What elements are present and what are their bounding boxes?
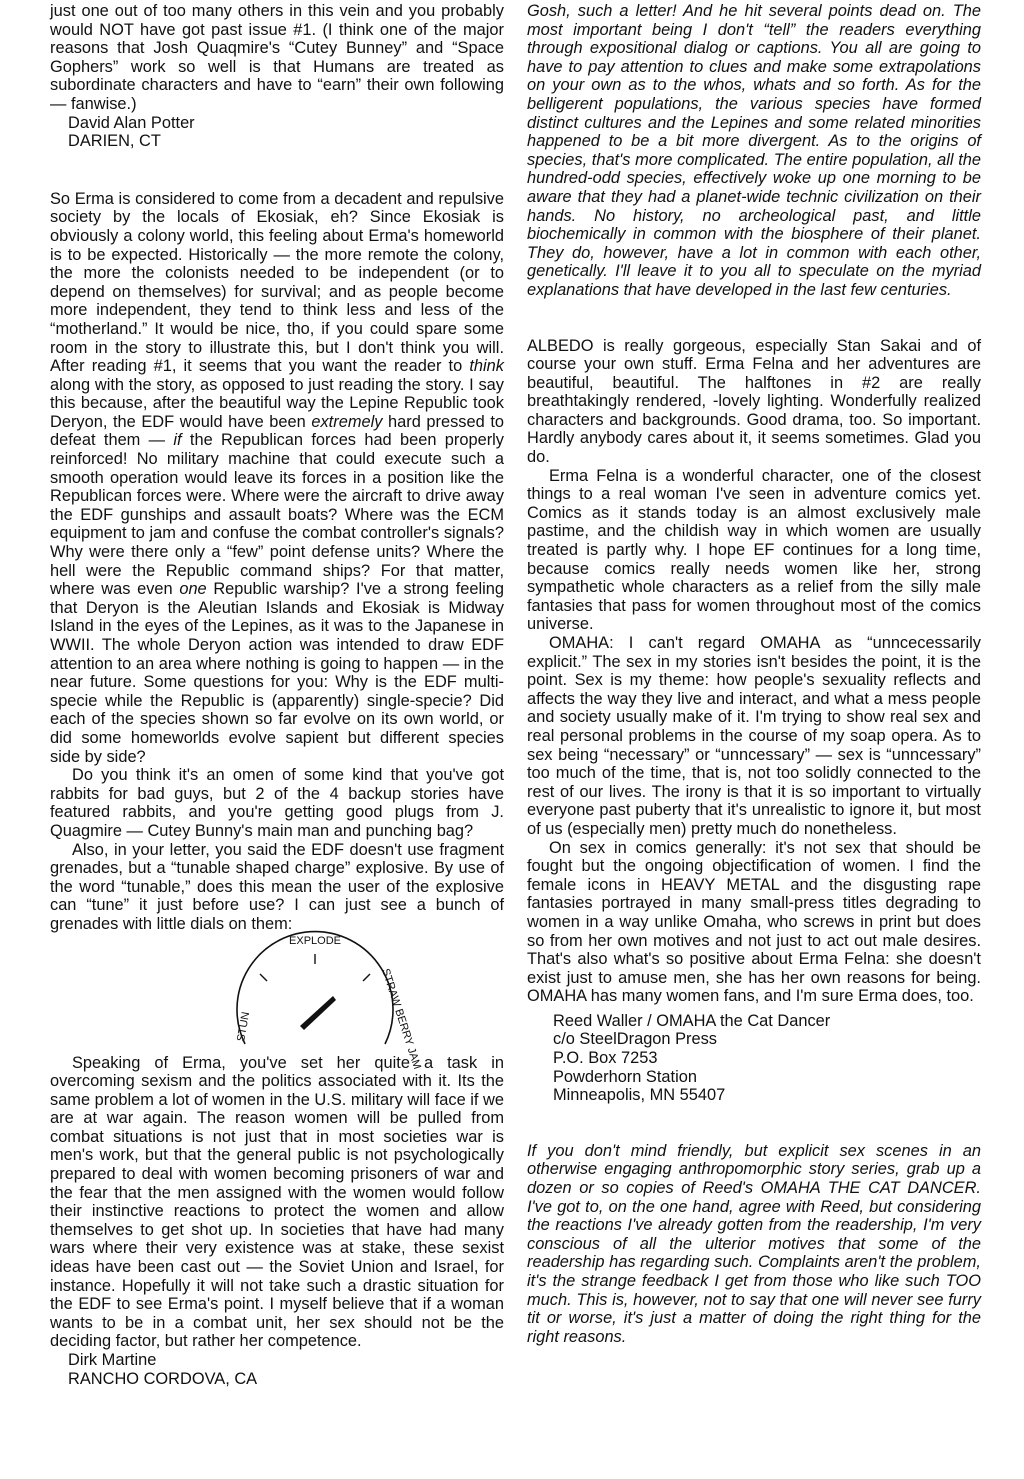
editor-reply-1: Gosh, such a letter! And he hit several points dead on. The most important being I don't “tell” the readers everything through expositional dialog or captions. You all are going to have to pay attention to clues and make some extrapolations on your own as to the whos, whats and so forth. As for the belligerent populations, the various species have formed distinct cultures and the Lepines and some related minorities happened to be a bit more divergent. As to the origins of species, that's more complicated. The entire population, all the hundred-odd species, effectively woke up one morning to be aware that they had a planet-wide technic civilization on their hands. No history, no archeological past, and little biochemically in common with the biosphere of their planet. They do, however, have a lot in common with each other, genetically. I'll leave it to you all to speculate on the myriad explanations that have developed in the last few centuries. [527, 2, 981, 299]
address-line: c/o SteelDragon Press [553, 1030, 717, 1049]
address-line: Reed Waller / OMAHA the Cat Dancer [553, 1011, 831, 1030]
letter-3-paragraph-1: ALBEDO is really gorgeous, especially Stan Sakai and of course your own stuff. Erma Felna and her adventures are beautiful, beautiful. The halftones in #2 are really breathtakingly rendered, -lovely lighting. Wonderfully realized characters and backgrounds. Good drama, too. So important. Hardly anybody cares about it, it seems sometimes. Glad you do. [527, 336, 981, 467]
left-column [50, 2, 504, 1388]
emphasis: think [469, 357, 504, 376]
letter-1-tail: just one out of too many others in this vein and you probably would NOT have got past issue #1. (I think one of the major reasons that Josh Quaqmire's “Cutey Bunney” and “Space Gophers” work so well is that Humans are treated as subordinate characters and have to “earn” their own following — fanwise.) [50, 2, 504, 113]
text-run: So Erma is considered to come from a decadent and repulsive society by the locals of Ekosiak, eh? Since Ekosiak is obviously a colony world, this feeling about Erma's homeworld is to be expected. Historically — the more remote the colony, the more the colonists needed to be independent (or to depend on themselves) for survival; and as people become more independent, they tend to think less and less of the “motherland.” It would be nice, tho, if you could spare some room in the story to illustrate this, but I don't think you will. After reading #1, it seems that you want the reader to [50, 189, 504, 376]
emphasis: extremely [311, 412, 383, 431]
dial-label-stun: STUN [235, 1010, 253, 1043]
grenade-dial-illustration [220, 934, 423, 1071]
letter-2-paragraph-3: Also, in your letter, you said the EDF doesn't use fragment grenades, but a “tunable shaped charge” explosive. By use of the word “tunable,” does this mean the user of the explosive can “tune” it just before use? I can just see a bunch of grenades with little dials on them: [50, 840, 504, 933]
emphasis: one [179, 580, 207, 599]
dial-label-explode: EXPLODE [289, 934, 341, 947]
dial-tick [363, 974, 370, 981]
letter-2-signature-name: Dirk Martine [68, 1351, 157, 1369]
text-run: hard pressed to defeat them — [50, 412, 504, 450]
letter-2-paragraph-1 [50, 190, 504, 766]
dial-tick [260, 974, 267, 981]
dial-needle [300, 996, 336, 1030]
letter-3-paragraph-2: Erma Felna is a wonderful character, one of the closest things to a real woman I've seen in adventure comics yet. Comics as it stands today is an almost exclusively male pastime, and the childish way in which women are usually treated is partly why. I hope EF continues for a long time, because comics really needs women like her, strong sympathetic whole characters as a relief from the silly male fantasies that pass for women throughout most of the comics universe. [527, 466, 981, 634]
emphasis: if [173, 431, 182, 450]
letter-2-paragraph-4: Speaking of Erma, you've set her quite a task in overcoming sexism and the politics associated with it. Its the same problem a lot of women in the U.S. military will face if we are at war again. The reason women will be pulled from combat situations is not just that in most societies war is men's work, but that the general public is not psychologically prepared to deal with women becoming prisoners of war and the fear that the men assigned with the women would follow their instinctive reactions to protect the women and allow themselves to get shot up. In societies that have had many wars where their very existence was at stake, these sexist ideas have been cast out — the Soviet Union and Israel, for instance. Hopefully it will not take such a drastic situation for the EDF to see Erma's point. I myself believe that if a woman wants to be in a combat unit, her sex should not be the deciding factor, but rather her competence. [50, 1053, 504, 1351]
letter-3-paragraph-3: OMAHA: I can't regard OMAHA as “unncecessarily explicit.” The sex in my stories isn't besides the point, it is the point. Sex is my theme: how people's sexuality reflects and affects the way they live and interact, and what a mess people and society usually make of it. I'm trying to show real sex and real personal problems in the course of my soap opera. As to sex being “necessary” or “unncessary” — sex is “unncessary” too much of the time, that is, not too solidly connected to the rest of our lives. The irony is that it is so important to virtually everyone past puberty that it's unrealistic to ignore it, but most of us (especially men) pretty much do nonetheless. [527, 634, 981, 838]
text-run: along with the story, as opposed to just reading the story. I say this because, after the beautiful way the Lepine Republic took Deryon, the EDF would have been [50, 375, 504, 431]
letter-1-signature-name: David Alan Potter [68, 113, 195, 132]
text-run: Republic warship? I've a strong feeling that Deryon is the Aleutian Islands and Ekosiak is Midway Island in the eyes of the Lepines, as it was to the Japanese in WWII. The whole Deryon action was intended to draw EDF attention to an area where nothing is going to happen — in the near future. Some questions for you: Why is the EDF multi-specie while the Republic is (apparently) single-specie? Did each of the species shown so far evolve on its own world, or did some homeworlds evolve sapient but different species side by side? [50, 580, 504, 766]
dial-arc [237, 931, 393, 1043]
letter-3-paragraph-4: On sex in comics generally: it's not sex that should be fought but the ongoing objectification of women. I find the female icons in HEAVY METAL and the disgusting rape fantasies portrayed in many small-press titles degrading to women in a way unlike Omaha, who screws in print but does so from her own motives and not just to act out male desires. That's also what's so positive about Erma Felna: she doesn't exist just to amuse men, she has her own reasons for being. OMAHA has many women fans, and I'm sure Erma does, too. [527, 838, 981, 1006]
address-line: Powderhorn Station [553, 1067, 697, 1086]
address-line: Minneapolis, MN 55407 [553, 1086, 726, 1105]
text-run: the Republican forces had been properly reinforced! No military machine that could execute such a smooth operation would leave its forces in a position like the Republican forces were. Where were the aircraft to drive away the EDF gunships and assault boats? Where was the ECM equipment to jam and confuse the combat controller's signals? Why were there only a “few” point defense units? Where the hell were the Republic command ships? For that matter, where was even [50, 431, 505, 599]
letter-2-paragraph-2: Do you think it's an omen of some kind that you've got rabbits for bad guys, but 2 of the 4 backup stories have featured rabbits, and you're getting good plugs from J. Quagmire — Cutey Bunny's main man and punching bag? [50, 766, 504, 840]
letter-1-signature-place: DARIEN, CT [68, 132, 161, 151]
editor-reply-2: If you don't mind friendly, but explicit sex scenes in an otherwise engaging anthropomorphic story series, grab up a dozen or so copies of Reed's OMAHA THE CAT DANCER. I've got to, on the one hand, agree with Reed, but considering the reactions I've already gotten from the readership, I'm very conscious of all the ulterior motives that some of the readership has regarding such. Complaints aren't the problem, it's the strange feedback I get from those who like such TOO much. This is, however, not to say that one will never see furry tit or worse, it's just a matter of doing the right thing for the right reasons. [527, 1141, 981, 1346]
letter-2-signature-place: RANCHO CORDOVA, CA [68, 1369, 258, 1388]
right-column [527, 2, 981, 1346]
address-line: P.O. Box 7253 [553, 1049, 658, 1068]
dial-label-strawberry-jam: STRAW BERRY JAM [379, 966, 423, 1071]
